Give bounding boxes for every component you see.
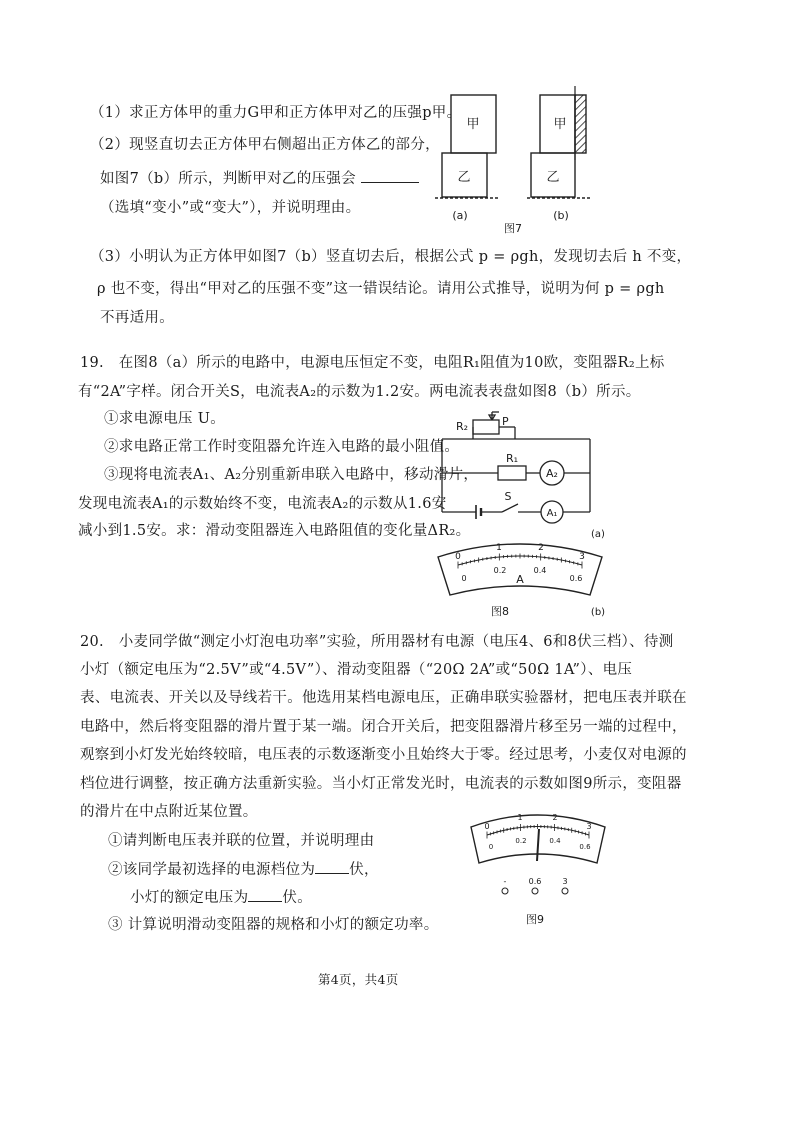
- terminal-3-label: 3: [562, 877, 568, 886]
- q20-line1: 20. 小麦同学做“测定小灯泡电功率”实验，所用器材有电源（电压4、6和8伏三档）、待测: [80, 634, 674, 650]
- q18-part2-line3: （选填“变小”或“变大”），并说明理由。: [100, 200, 361, 216]
- fig7-caption: 图7: [504, 222, 522, 235]
- q19-sub1: ①求电源电压 U。: [104, 411, 226, 427]
- tick9-inner-06: 0.6: [579, 843, 591, 851]
- label-r1: R₁: [505, 452, 519, 465]
- q20-sub2-unit: 伏，: [349, 862, 379, 878]
- label-r2: R₂: [455, 420, 468, 433]
- q20-sub2-line1: [108, 859, 379, 880]
- q20-line2: 小灯（额定电压为“2.5V”或“4.5V”）、滑动变阻器（“20Ω 2A”或“50Ω 1A”）、电压: [80, 662, 633, 678]
- label-yi-b: 乙: [546, 170, 560, 185]
- answer-blank: [361, 168, 419, 183]
- label-b: (b): [553, 209, 569, 222]
- q20-sub2-line2: [130, 887, 312, 908]
- q18-part3-line2: ρ 也不变，得出“甲对乙的压强不变”这一错误结论。请用公式推导，说明为何 p = ρgh: [97, 281, 665, 297]
- q18-part3-line1: （3）小明认为正方体甲如图7（b）竖直切去后，根据公式 p = ρgh，发现切去后 h 不变，: [90, 249, 692, 265]
- tick9-inner-0: 0: [488, 843, 494, 851]
- terminal-3: [562, 888, 568, 894]
- switch-s: [502, 504, 518, 512]
- label-a-8: (a): [591, 529, 605, 540]
- page-footer: 第4页，共4页: [318, 972, 399, 987]
- q18-part1: （1）求正方体甲的重力G甲和正方体甲对乙的压强p甲。: [90, 105, 462, 121]
- tick-outer-3: 3: [579, 552, 585, 562]
- q20-line5: 观察到小灯发光始终较暗，电压表的示数逐渐变小且始终大于零。经过思考，小麦仅对电源的: [80, 747, 687, 763]
- tick-outer-1: 1: [496, 543, 502, 553]
- tick-outer-0: 0: [455, 552, 461, 562]
- terminal-06-label: 0.6: [528, 877, 542, 886]
- label-a2: A₂: [546, 467, 558, 480]
- needle: [537, 829, 539, 861]
- label-yi-a: 乙: [457, 170, 471, 185]
- q19-line1: 19. 在图8（a）所示的电路中，电源电压恒定不变，电阻R₁阻值为10欧，变阻器R₂上标: [80, 355, 665, 371]
- tick9-inner-04: 0.4: [549, 837, 561, 845]
- q20-line4: 电路中，然后将变阻器的滑片置于某一端。闭合开关后，把变阻器滑片移至另一端的过程中，: [80, 719, 687, 735]
- meter-unit: A: [516, 573, 524, 586]
- q20-sub1: ①请判断电压表并联的位置，并说明理由: [108, 833, 375, 849]
- tick9-outer-2: 2: [552, 813, 558, 822]
- terminal-minus: [502, 888, 508, 894]
- q20-line7: 的滑片在中点附近某位置。: [80, 804, 258, 820]
- q20-line3: 表、电流表、开关以及导线若干。他选用某档电源电压，正确串联实验器材，把电压表并联在: [80, 690, 687, 706]
- q19-line2: 有“2A”字样。闭合开关S，电流表A₂的示数为1.2安。两电流表表盘如图8（b）所示。: [78, 384, 641, 400]
- tick9-outer-1: 1: [517, 813, 523, 822]
- q18-part3-line3: 不再适用。: [100, 310, 174, 326]
- figure-8a-circuit: [440, 410, 615, 540]
- q18-part2-line2: [100, 168, 419, 189]
- terminal-minus-label: -: [503, 877, 507, 886]
- resistor-r1: [498, 466, 526, 480]
- cut-part: [575, 95, 586, 153]
- tick-outer-2: 2: [538, 543, 544, 553]
- q19-sub2: ②求电路正常工作时变阻器允许连入电路的最小阻值。: [104, 439, 460, 455]
- fig8-caption: 图8: [491, 605, 509, 618]
- tick-inner-0: 0: [461, 574, 467, 583]
- fig9-caption: 图9: [526, 913, 544, 926]
- figure-7: [435, 80, 615, 240]
- q18-part2-line1: （2）现竖直切去正方体甲右侧超出正方体乙的部分，: [90, 137, 440, 153]
- q19-sub3-line3: 减小到1.5安。求：滑动变阻器连入电路阻值的变化量ΔR₂。: [78, 523, 471, 539]
- q20-sub2-text: ②该同学最初选择的电源档位为: [108, 862, 316, 878]
- label-jia-a: 甲: [466, 117, 480, 132]
- figure-9-meter: [465, 805, 615, 930]
- terminal-06: [532, 888, 538, 894]
- answer-blank-voltage: [315, 859, 349, 874]
- label-jia-b: 甲: [553, 117, 567, 132]
- q20-line6: 档位进行调整，按正确方法重新实验。当小灯正常发光时，电流表的示数如图9所示，变阻器: [80, 776, 682, 792]
- q20-rated-text: 小灯的额定电压为: [130, 890, 249, 906]
- tick-inner-04: 0.4: [533, 566, 547, 575]
- tick9-inner-02: 0.2: [515, 837, 527, 845]
- meter-face: [438, 544, 602, 595]
- label-b-8: (b): [590, 607, 606, 618]
- q19-sub3-line2: 发现电流表A₁的示数始终不变，电流表A₂的示数从1.6安: [78, 496, 447, 512]
- label-s: S: [504, 490, 512, 503]
- label-p: P: [502, 415, 509, 428]
- rheostat-r2: [473, 420, 499, 434]
- tick9-outer-3: 3: [586, 822, 592, 831]
- tick-inner-06: 0.6: [569, 574, 583, 583]
- label-a1: A₁: [546, 508, 558, 519]
- answer-blank-rated: [248, 887, 282, 902]
- q20-sub3: ③ 计算说明滑动变阻器的规格和小灯的额定功率。: [108, 917, 439, 933]
- tick-inner-02: 0.2: [493, 566, 507, 575]
- q20-rated-unit: 伏。: [282, 890, 313, 906]
- figure-8b-meter: [430, 535, 610, 620]
- tick9-outer-0: 0: [484, 822, 490, 831]
- q19-sub3-line1: ③现将电流表A₁、A₂分别重新串联入电路中，移动滑片，: [104, 467, 479, 483]
- label-a: (a): [452, 209, 468, 222]
- q18-part2-text: 如图7（b）所示，判断甲对乙的压强会: [100, 171, 356, 187]
